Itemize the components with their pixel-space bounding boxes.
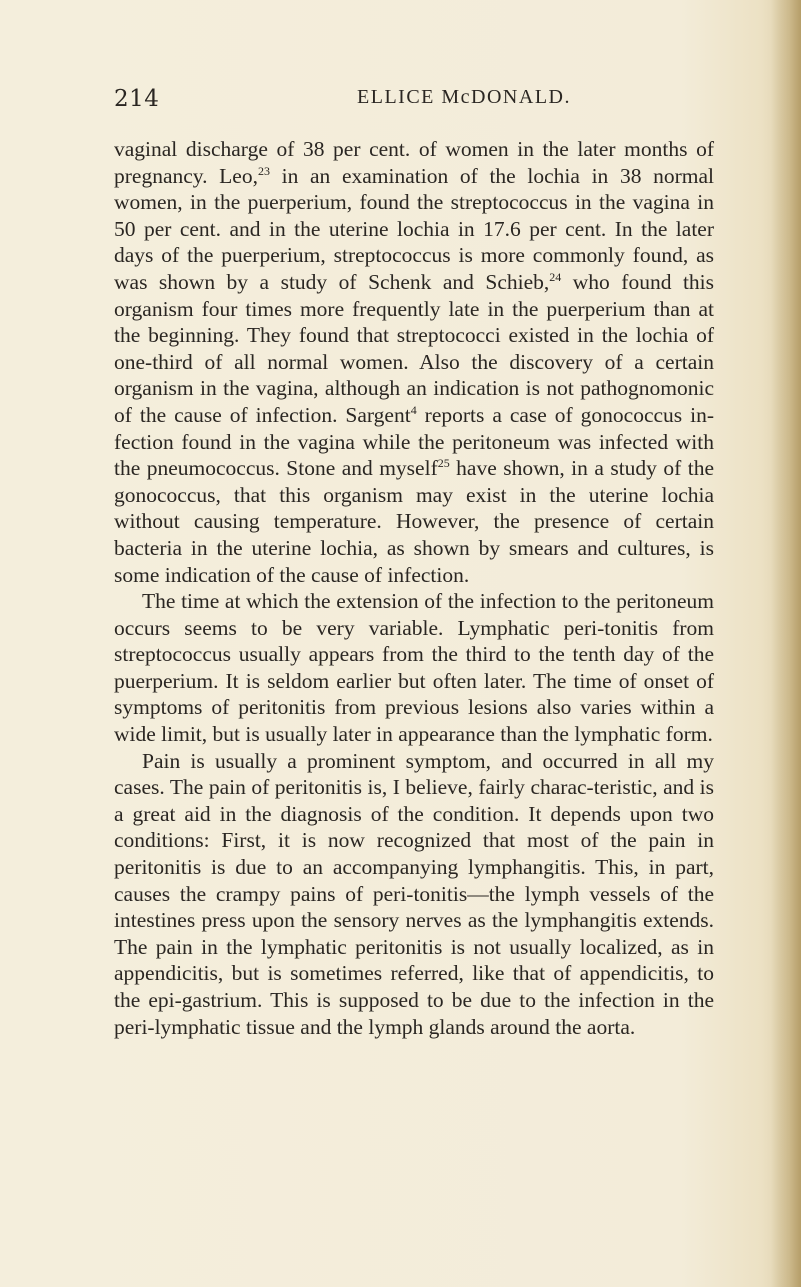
- paragraph: [114, 136, 714, 588]
- page-number: 214: [114, 86, 160, 112]
- paragraph-text: have shown, in a study of the gonococcus, that this organism may exist in the uterine lochia without causing temperature. However, the presence of certain bacteria in the uterine lochia, as shown by smears and cultures, is some indication of the cause of infection.: [114, 456, 715, 587]
- paragraph-text: in an examination of the lochia in 38 normal women, in the puerperium, found the streptococcus in the vagina in 50 per cent. and in the uterine lochia in 17.6 per cent. In the later days of the puerperium, streptococcus is more commonly found, as was shown by a study of Schenk and Schieb,: [114, 163, 714, 294]
- paragraph-text: who found this organism four times more frequently late in the puerperium than at the beginning. They found that streptococci existed in the lochia of one-third of all normal women. Also the discovery of a certain organism in the vagina, although an indication is not pathognomonic of the cause of infection. Sargent: [114, 269, 715, 427]
- paragraph-text: Pain is usually a prominent symptom, and occurred in all my cases. The pain of peritonitis is, I believe, fairly charac-teristic, and is a great aid in the diagnosis of the condition. It depends upon two conditions: First, it is now recognized that most of the pain in peritonitis is due to an accompanying lymphangitis. This, in part, causes the crampy pains of peri-tonitis—the lymph vessels of the intestines press upon the sensory nerves as the lymphangitis extends. The pain in the lymphatic peritonitis is not usually localized, as in appendicitis, but is sometimes referred, like that of appendicitis, to the epi-gastrium. This is supposed to be due to the infection in the peri-lymphatic tissue and the lymph glands around the aorta.: [114, 748, 714, 1039]
- running-head: ELLICE McDONALD.: [357, 86, 571, 108]
- paragraph-text: The time at which the extension of the infection to the peritoneum occurs seems to be very variable. Lymphatic peri-tonitis from streptococcus usually appears from the third to the tenth day of the puerperium. It is seldom earlier but often later. The time of onset of symptoms of peritonitis from previous lesions also varies within a wide limit, but is usually later in appearance than the lymphatic form.: [114, 589, 714, 747]
- paragraph: [114, 748, 714, 1041]
- footnote-ref: 25: [437, 456, 450, 471]
- page-header: [114, 86, 714, 116]
- page-edge-discoloration: [771, 0, 801, 1287]
- paragraph-text: vaginal discharge of 38 per cent. of women in the later months of pregnancy. Leo,: [114, 137, 714, 188]
- paragraph: [114, 588, 714, 748]
- footnote-ref: 24: [549, 269, 562, 284]
- footnote-ref: 23: [257, 163, 270, 178]
- footnote-ref: 4: [410, 402, 417, 417]
- body-text: [114, 136, 714, 1040]
- paragraph-text: reports a case of gonococcus in-fection found in the vagina while the peritoneum was infected with the pneumococcus. Stone and myself: [114, 402, 714, 481]
